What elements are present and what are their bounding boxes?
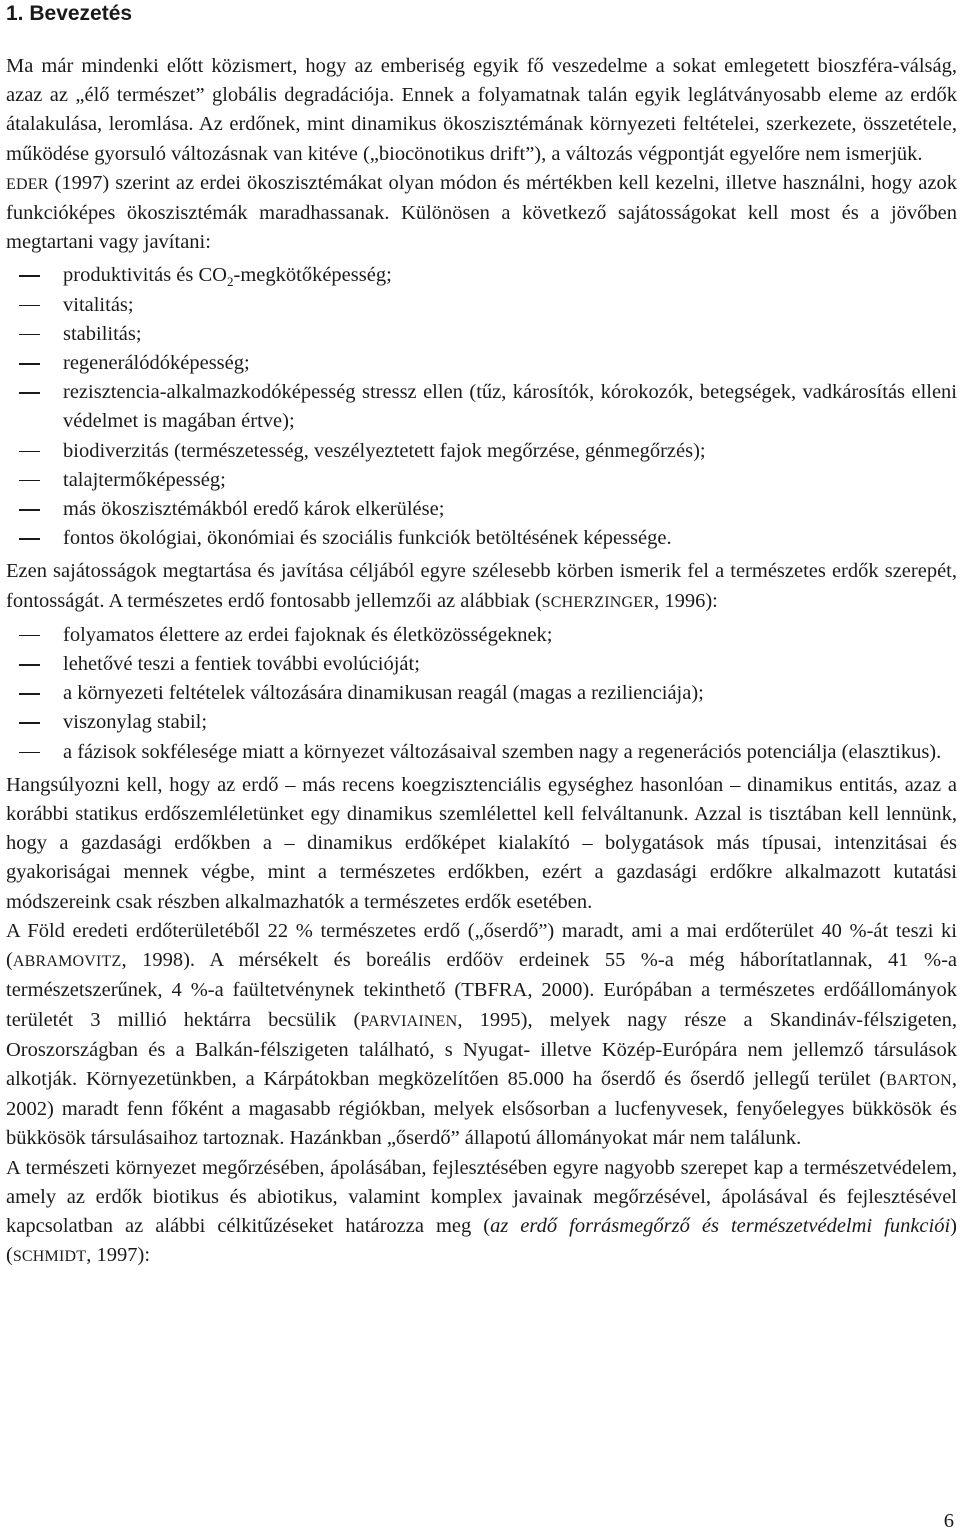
paragraph-natural-forest: Ezen sajátosságok megtartása és javítása céljából egyre szélesebb körben ismerik fel a természetes erdők szerepét, fontosságát. A természetes erdő fontosabb jellemzői az alábbiak (SCHERZINGER, 1996): <box>6 560 957 612</box>
paragraph-eder-text: (1997) szerint az erdei ökoszisztémákat olyan módon és mértékben kell kezelni, illetve használni, hogy azok funkcióképes ökoszisztémák maradhassanak. Különösen a következő sajátosságokat kell most és a jövőben megtartani vagy javítani: <box>6 171 957 254</box>
author-barton: BARTON <box>886 1071 952 1089</box>
paragraph-eder <box>6 169 957 258</box>
list-item: más ökoszisztémákból eredő károk elkerülése; <box>6 495 957 524</box>
list-item: biodiverzitás (természetesség, veszélyeztetett fajok megőrzése, génmegőrzés); <box>6 437 957 466</box>
section-heading: 1. Bevezetés <box>6 2 133 25</box>
page-number: 6 <box>943 1510 954 1532</box>
paragraph-intro: Ma már mindenki előtt közismert, hogy az emberiség egyik fő veszedelme a sokat emlegetett bioszféra-válság, azaz az „élő természet” globális degradációja. Ennek a folyamatnak talán egyik leglátványosabb eleme az erdők átalakulása, leromlása. Az erdőnek, mint dinamikus ökoszisztémának környezeti feltételei, szerkezete, összetétele, működése gyorsuló változásnak van kitéve („biocönotikus drift”), a változás végpontját egyelőre nem ismerjük. <box>6 55 957 165</box>
list-item: folyamatos élettere az erdei fajoknak és életközösségeknek; <box>6 621 957 650</box>
author-eder: EDER <box>6 175 49 193</box>
list-item: stabilitás; <box>6 320 957 349</box>
characteristics-list <box>6 621 957 767</box>
author-abramovitz: ABRAMOVITZ <box>12 953 122 971</box>
list-item: a fázisok sokfélesége miatt a környezet változásaival szemben nagy a regenerációs potenciálja (elasztikus). <box>6 738 957 767</box>
italic-phrase: az erdő forrásmegőrző és természetvédelmi funkciói <box>490 1214 951 1237</box>
author-schmidt: SCHMIDT <box>12 1248 87 1266</box>
properties-list <box>6 261 957 553</box>
list-item: a környezeti feltételek változására dinamikusan reagál (magas a rezilienciája); <box>6 679 957 708</box>
list-item: fontos ökológiai, ökonómiai és szociális funkciók betöltésének képessége. <box>6 524 957 553</box>
list-item: vitalitás; <box>6 291 957 320</box>
list-item: produktivitás és $CO_2$-megkötőképesség; <box>6 261 957 290</box>
document-page <box>6 0 957 1271</box>
paragraph-dynamics: Hangsúlyozni kell, hogy az erdő – más recens koegzisztenciális egységhez hasonlóan – dinamikus entitás, azaz a korábbi statikus erdőszemléletünket egy dinamikus szemlélettel kell felváltanunk. Azzal is tisztában kell lennünk, hogy a gazdasági erdőkben a – dinamikus erdőképet kialakító – bolygatások más típusai, intenzitásai és gyakoriságai mennek végbe, mint a természetes erdőkben, ezért a gazdasági erdőkre alkalmazott kutatási módszereink csak részben alkalmazhatók a természetes erdők esetében. <box>6 773 957 913</box>
author-scherzinger: SCHERZINGER <box>541 593 655 611</box>
list-item: lehetővé teszi a fentiek további evolúcióját; <box>6 650 957 679</box>
list-item: viszonylag stabil; <box>6 708 957 737</box>
list-item: talajtermőképesség; <box>6 466 957 495</box>
paragraph-statistics: A Föld eredeti erdőterületéből 22 % természetes erdő („őserdő”) maradt, ami a mai erdőterület 40 %-át teszi ki (ABRAMOVITZ, 1998). A mérsékelt és boreális erdőöv erdeinek 55 %-a még háborítatlannak, 41 %-a természetszerűnek, 4 %-a faültetvénynek tekinthető (TBFRA, 2000). Európában a természetes erdőállományok területét 3 millió hektárra becsülik (PARVIAINEN, 1995), melyek nagy része a Skandináv-félszigeten, Oroszországban és a Balkán-félszigeten található, s Nyugat- illetve Közép-Európára nem jellemző társulások alkotják. Környezetünkben, a Kárpátokban megközelítően 85.000 ha őserdő és őserdő jellegű terület (BARTON, 2002) maradt fenn főként a magasabb régiókban, melyek elsősorban a lucfenyvesek, fenyőelegyes bükkösök és bükkösök társulásaihoz tartoznak. Hazánkban „őserdő” állapotú állományokat már nem találunk. <box>6 919 957 1150</box>
paragraph-conservation: A természeti környezet megőrzésében, ápolásában, fejlesztésében egyre nagyobb szerepet kap a természetvédelem, amely az erdők biotikus és abiotikus, valamint komplex javainak megőrzésével, ápolásával és fejlesztésével kapcsolatban az alábbi célkitűzéseket határozza meg (az erdő forrásmegőrző és természetvédelmi funkciói) (SCHMIDT, 1997): <box>6 1156 957 1267</box>
list-item: rezisztencia-alkalmazkodóképesség stressz ellen (tűz, károsítók, kórokozók, betegségek, vadkárosítás elleni védelmet is magában értve); <box>6 378 957 436</box>
list-item: regenerálódóképesség; <box>6 349 957 378</box>
author-parviainen: PARVIAINEN <box>360 1012 458 1030</box>
